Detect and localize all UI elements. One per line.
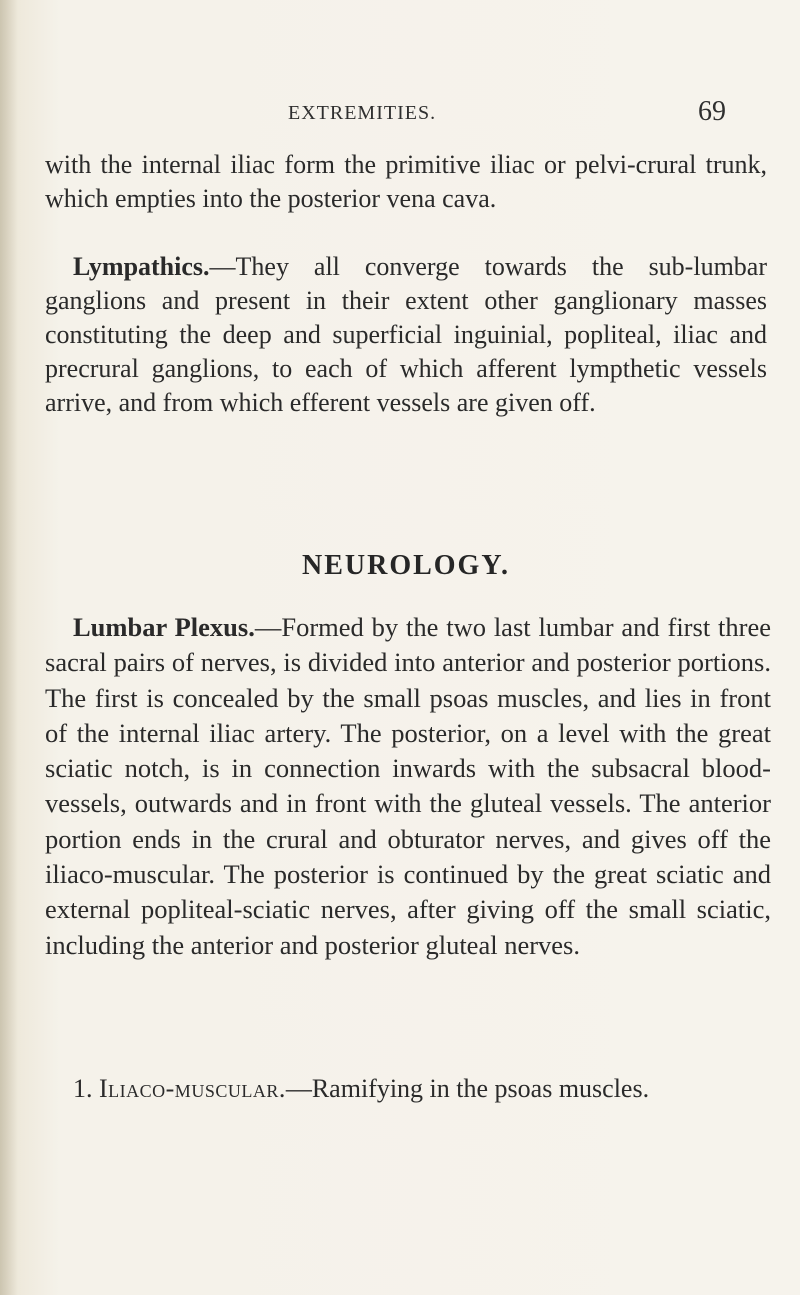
paragraph-2-text: —They all converge towards the sub-lumbar ganglions and present in their extent other ganglionary masses constituting the deep and superficial inguinial, popliteal, iliac and precrural ganglions, to each of which afferent lympthetic vessels arrive, and from which efferent vessels are given off.: [45, 252, 767, 417]
paragraph-iliaco-muscular: [45, 1075, 771, 1103]
paragraph-4-text: —Ramifying in the psoas muscles.: [285, 1074, 650, 1103]
gutter-shadow: [0, 0, 18, 1295]
page-number: 69: [698, 96, 726, 127]
paragraph-1-text: with the internal iliac form the primitive iliac or pelvi-crural trunk, which empties into the posterior vena cava.: [45, 150, 767, 213]
running-head-title: EXTREMITIES.: [288, 102, 437, 124]
section-heading: NEUROLOGY.: [301, 550, 510, 581]
running-head: [246, 98, 726, 132]
paragraph-4-number: 1.: [73, 1074, 93, 1103]
paragraph-2-lead: Lympathics.: [73, 252, 210, 281]
paragraph-lumbar-plexus: [45, 610, 771, 963]
paragraph-continuation: [45, 148, 767, 216]
paragraph-3-lead: Lumbar Plexus.: [73, 612, 255, 642]
paragraph-3-text: —Formed by the two last lumbar and first three sacral pairs of nerves, is divided into anterior and posterior portions. The first is concealed by the small psoas muscles, and lies in front of the internal iliac artery. The posterior, on a level with the great sciatic notch, is in connection inwards with the subsacral blood-vessels, outwards and in front with the gluteal vessels. The anterior portion ends in the crural and obturator nerves, and gives off the iliaco-muscular. The posterior is continued by the great sciatic and external popliteal-sciatic nerves, after giving off the small sciatic, including the anterior and posterior gluteal nerves.: [45, 612, 771, 960]
paragraph-lympathics: [45, 250, 767, 420]
paragraph-4-lead: Iliaco-muscular.: [99, 1074, 286, 1103]
